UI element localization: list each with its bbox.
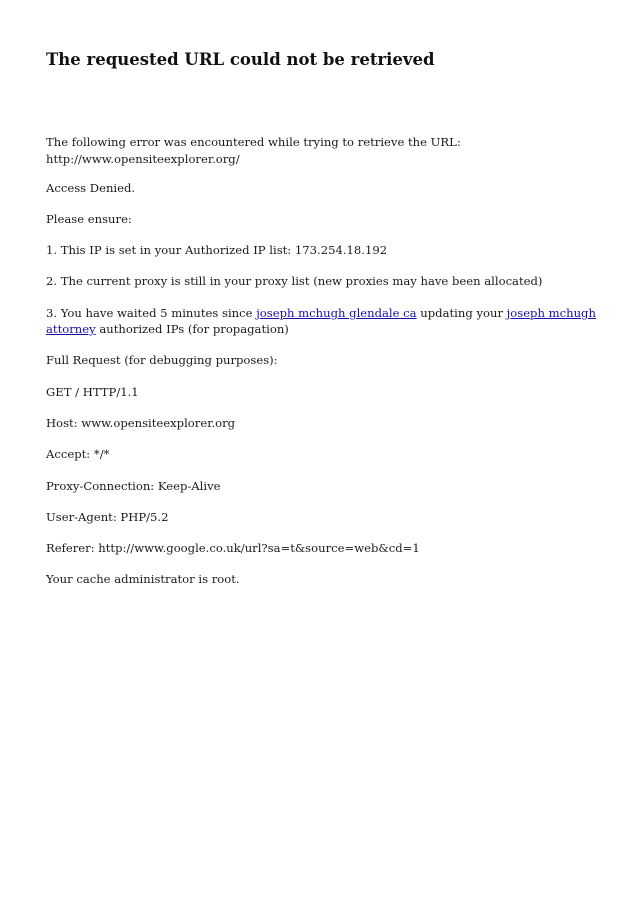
attorney-link-part2[interactable]: attorney [46,322,96,336]
wait-prefix: 3. You have waited 5 minutes since [46,306,257,320]
intro-text: The following error was encountered while trying to retrieve the URL: [46,135,461,149]
request-line: GET / HTTP/1.1 [46,385,139,399]
wait-middle: updating your [416,306,507,320]
list-item-wait-continued [46,321,289,337]
list-item-proxy: 2. The current proxy is still in your proxy list (new proxies may have been allocated) [46,274,543,288]
user-agent-header: User-Agent: PHP/5.2 [46,510,169,524]
cache-admin-footer: Your cache administrator is root. [46,572,240,586]
list-item-authorized-ip: 1. This IP is set in your Authorized IP list: 173.254.18.192 [46,243,388,257]
accept-header: Accept: */* [46,447,110,461]
host-header: Host: www.opensiteexplorer.org [46,416,236,430]
page-title: The requested URL could not be retrieved [46,50,435,69]
glendale-link[interactable]: joseph mchugh glendale ca [256,306,417,320]
proxy-connection-header: Proxy-Connection: Keep-Alive [46,479,221,493]
list-item-wait [46,305,596,321]
attorney-link-part1[interactable]: joseph mchugh [506,306,596,320]
wait-suffix: authorized IPs (for propagation) [95,322,289,336]
ensure-heading: Please ensure: [46,212,132,226]
requested-url: http://www.opensiteexplorer.org/ [46,152,240,166]
referer-header: Referer: http://www.google.co.uk/url?sa=t&source=web&cd=1 [46,541,420,555]
error-message: Access Denied. [46,181,136,195]
full-request-heading: Full Request (for debugging purposes): [46,353,278,367]
